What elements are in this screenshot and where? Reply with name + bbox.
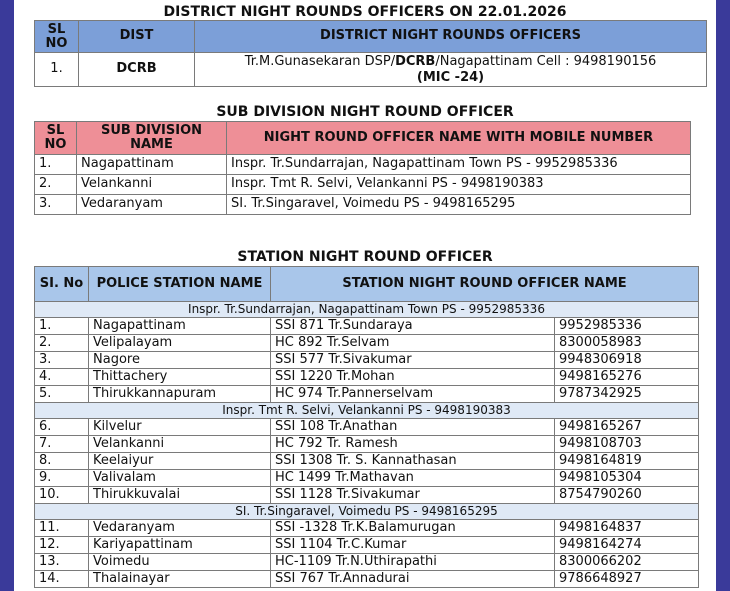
row-mobile: 9498108703: [555, 436, 699, 453]
table-row: [35, 571, 699, 588]
row-mobile: 9498165276: [555, 369, 699, 386]
row-station: Thittachery: [89, 369, 271, 386]
row-station: Velankanni: [89, 436, 271, 453]
row-mobile: 9498164837: [555, 520, 699, 537]
group-header: [35, 504, 699, 520]
row-officer: Inspr. Tmt R. Selvi, Velankanni PS - 9498190383: [227, 175, 691, 195]
row-officer: HC 1499 Tr.Mathavan: [271, 470, 555, 487]
station-header-officer: STATION NIGHT ROUND OFFICER NAME: [271, 267, 699, 302]
row-sl: 2.: [35, 175, 77, 195]
row-mobile: 8300066202: [555, 554, 699, 571]
row-sl: 3.: [35, 352, 89, 369]
row-sl: 8.: [35, 453, 89, 470]
row-officer: SSI 1104 Tr.C.Kumar: [271, 537, 555, 554]
row-mobile: 8300058983: [555, 335, 699, 352]
officer-prefix: Tr.M.Gunasekaran DSP/: [244, 53, 396, 69]
row-name: Nagapattinam: [77, 155, 227, 175]
row-officer: SI. Tr.Singaravel, Voimedu PS - 9498165295: [227, 195, 691, 215]
station-table: [34, 266, 699, 588]
row-station: Thirukkuvalai: [89, 487, 271, 504]
district-row-sl: 1.: [35, 53, 79, 87]
row-mobile: 8754790260: [555, 487, 699, 504]
row-sl: 4.: [35, 369, 89, 386]
subdivision-header-sl: SL NO: [35, 122, 77, 155]
row-station: Keelaiyur: [89, 453, 271, 470]
subdivision-table: [34, 121, 691, 215]
row-officer: HC 792 Tr. Ramesh: [271, 436, 555, 453]
row-sl: 12.: [35, 537, 89, 554]
row-sl: 1.: [35, 318, 89, 335]
table-row: [35, 335, 699, 352]
district-header-dist: DIST: [79, 21, 195, 53]
subdivision-header-officer: NIGHT ROUND OFFICER NAME WITH MOBILE NUMBER: [227, 122, 691, 155]
table-row: [35, 453, 699, 470]
row-sl: 13.: [35, 554, 89, 571]
row-station: Kariyapattinam: [89, 537, 271, 554]
station-header-row: [35, 267, 699, 302]
row-sl: 11.: [35, 520, 89, 537]
subdivision-header-row: [35, 122, 691, 155]
row-station: Voimedu: [89, 554, 271, 571]
row-mobile: 9786648927: [555, 571, 699, 588]
row-officer: SSI 1220 Tr.Mohan: [271, 369, 555, 386]
station-title: STATION NIGHT ROUND OFFICER: [237, 249, 493, 265]
district-table: [34, 20, 707, 87]
district-header-officers: DISTRICT NIGHT ROUNDS OFFICERS: [195, 21, 707, 53]
district-header-sl: SL NO: [35, 21, 79, 53]
row-sl: 14.: [35, 571, 89, 588]
row-sl: 5.: [35, 386, 89, 403]
table-row: [35, 386, 699, 403]
group-header: [35, 302, 699, 318]
row-mobile: 9952985336: [555, 318, 699, 335]
row-station: Thirukkannapuram: [89, 386, 271, 403]
row-sl: 1.: [35, 155, 77, 175]
row-sl: 9.: [35, 470, 89, 487]
row-station: Vedaranyam: [89, 520, 271, 537]
table-row: [35, 470, 699, 487]
table-row: [35, 369, 699, 386]
row-officer: HC-1109 Tr.N.Uthirapathi: [271, 554, 555, 571]
row-mobile: 9498165267: [555, 419, 699, 436]
row-station: Nagore: [89, 352, 271, 369]
row-station: Velipalayam: [89, 335, 271, 352]
district-row-officer: [195, 53, 707, 87]
district-title: DISTRICT NIGHT ROUNDS OFFICERS ON 22.01.2026: [163, 4, 567, 20]
row-officer: HC 974 Tr.Pannerselvam: [271, 386, 555, 403]
row-sl: 2.: [35, 335, 89, 352]
officer-unit: DCRB: [395, 53, 436, 69]
document-page: [14, 0, 716, 591]
group-header: [35, 403, 699, 419]
officer-line2: (MIC -24): [416, 69, 485, 85]
row-officer: SSI 871 Tr.Sundaraya: [271, 318, 555, 335]
table-row: [35, 537, 699, 554]
row-officer: HC 892 Tr.Selvam: [271, 335, 555, 352]
row-sl: 6.: [35, 419, 89, 436]
row-sl: 10.: [35, 487, 89, 504]
table-row: [35, 155, 691, 175]
table-row: [35, 318, 699, 335]
row-sl: 3.: [35, 195, 77, 215]
row-station: Thalainayar: [89, 571, 271, 588]
row-officer: SSI 577 Tr.Sivakumar: [271, 352, 555, 369]
row-mobile: 9787342925: [555, 386, 699, 403]
district-row: [35, 53, 707, 87]
row-station: Nagapattinam: [89, 318, 271, 335]
subdivision-header-name: SUB DIVISION NAME: [77, 122, 227, 155]
table-row: [35, 352, 699, 369]
district-row-dist: DCRB: [79, 53, 195, 87]
table-row: [35, 419, 699, 436]
row-mobile: 9498164819: [555, 453, 699, 470]
table-row: [35, 436, 699, 453]
row-officer: SSI 767 Tr.Annadurai: [271, 571, 555, 588]
row-mobile: 9498164274: [555, 537, 699, 554]
table-row: [35, 175, 691, 195]
table-row: [35, 487, 699, 504]
row-mobile: 9498105304: [555, 470, 699, 487]
table-row: [35, 520, 699, 537]
group-label: Inspr. Tmt R. Selvi, Velankanni PS - 9498190383: [35, 403, 699, 419]
row-name: Velankanni: [77, 175, 227, 195]
table-row: [35, 554, 699, 571]
group-label: SI. Tr.Singaravel, Voimedu PS - 9498165295: [35, 504, 699, 520]
district-header-row: [35, 21, 707, 53]
table-row: [35, 195, 691, 215]
row-station: Valivalam: [89, 470, 271, 487]
row-officer: SSI 108 Tr.Anathan: [271, 419, 555, 436]
subdivision-title: SUB DIVISION NIGHT ROUND OFFICER: [216, 104, 514, 120]
row-officer: SSI -1328 Tr.K.Balamurugan: [271, 520, 555, 537]
row-officer: Inspr. Tr.Sundarrajan, Nagapattinam Town PS - 9952985336: [227, 155, 691, 175]
officer-suffix: /Nagapattinam Cell : 9498190156: [435, 53, 657, 69]
row-officer: SSI 1308 Tr. S. Kannathasan: [271, 453, 555, 470]
row-station: Kilvelur: [89, 419, 271, 436]
row-officer: SSI 1128 Tr.Sivakumar: [271, 487, 555, 504]
row-mobile: 9948306918: [555, 352, 699, 369]
station-header-station: POLICE STATION NAME: [89, 267, 271, 302]
row-name: Vedaranyam: [77, 195, 227, 215]
group-label: Inspr. Tr.Sundarrajan, Nagapattinam Town PS - 9952985336: [35, 302, 699, 318]
station-header-sl: SI. No: [35, 267, 89, 302]
row-sl: 7.: [35, 436, 89, 453]
